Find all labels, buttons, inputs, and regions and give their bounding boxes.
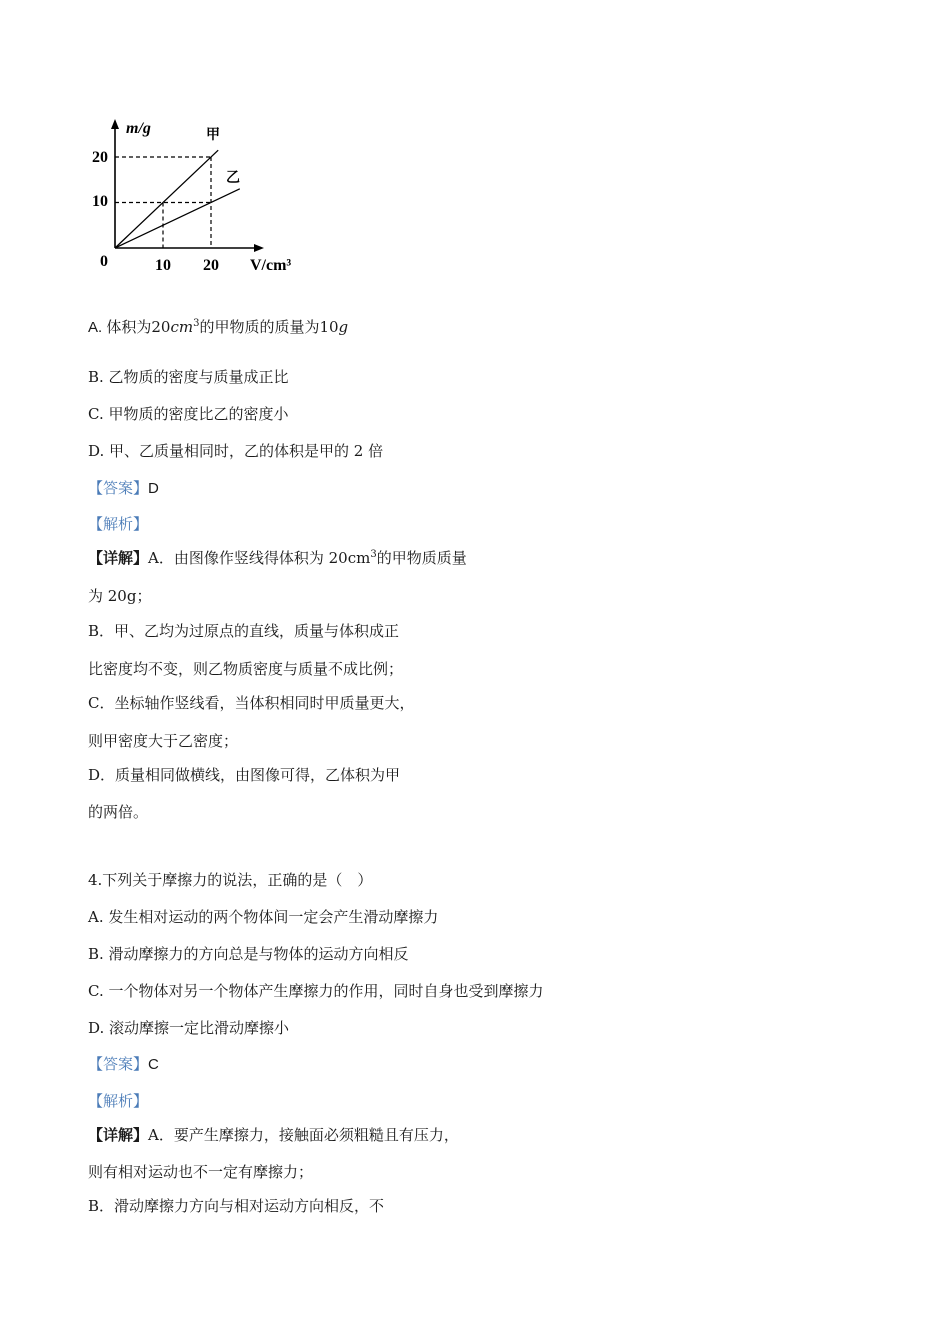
q4-stem: 4.下列关于摩擦力的说法，正确的是（ ） [88, 871, 373, 889]
y-axis-arrow [111, 119, 119, 129]
answer-tag: 【答案】 [88, 1055, 149, 1073]
q3-detail-7: D．质量相同做横线，由图像可得，乙体积为甲 [88, 766, 401, 784]
q3-detail-8: 的两倍。 [88, 803, 149, 821]
q3-answer: 【答案】D [88, 479, 159, 497]
series-line-jia [115, 150, 218, 248]
x-axis-arrow [254, 244, 264, 252]
series-lines [115, 150, 240, 248]
q4-detail-1: 【详解】A．要产生摩擦力，接触面必须粗糙且有压力， [88, 1126, 459, 1144]
q3-detail-2: 为 20g； [88, 587, 152, 605]
q3-detail-6: 则甲密度大于乙密度； [88, 732, 239, 750]
series-label-jia: 甲 [206, 127, 220, 143]
q3-analysis-tag: 【解析】 [88, 515, 149, 533]
q4-option-c: C. 一个物体对另一个物体产生摩擦力的作用，同时自身也受到摩擦力 [88, 982, 544, 1000]
y-tick-label: 10 [92, 193, 108, 210]
q4-detail-3: B．滑动摩擦力方向与相对运动方向相反，不 [88, 1197, 385, 1215]
series-line-yi [115, 189, 240, 248]
origin-label: 0 [100, 253, 108, 270]
answer-tag: 【答案】 [88, 479, 149, 497]
q4-detail-2: 则有相对运动也不一定有摩擦力； [88, 1163, 314, 1181]
y-tick-label: 20 [92, 149, 108, 166]
q3-detail-3: B．甲、乙均为过原点的直线，质量与体积成正 [88, 622, 400, 640]
x-tick-label: 10 [155, 257, 171, 274]
q3-option-c: C. 甲物质的密度比乙的密度小 [88, 405, 289, 423]
x-tick-label: 20 [203, 257, 219, 274]
y-axis-label: m/g [126, 120, 151, 137]
q4-option-a: A. 发生相对运动的两个物体间一定会产生滑动摩擦力 [88, 908, 439, 926]
q3-detail-1: 【详解】A．由图像作竖线得体积为 $20cm^3$的甲物质质量 [88, 549, 467, 567]
q3-detail-5: C．坐标轴作竖线看，当体积相同时甲质量更大， [88, 694, 415, 712]
q3-option-a: A. 体积为$20cm^3$的甲物质的质量为10g [88, 318, 349, 336]
q4-option-b: B. 滑动摩擦力的方向总是与物体的运动方向相反 [88, 945, 409, 963]
mass-volume-graph [86, 112, 318, 287]
q4-answer: 【答案】C [88, 1055, 159, 1073]
q3-option-b: B. 乙物质的密度与质量成正比 [88, 368, 289, 386]
q4-analysis-tag: 【解析】 [88, 1092, 149, 1110]
q3-detail-4: 比密度均不变，则乙物质密度与质量不成比例； [88, 660, 404, 678]
series-label-yi: 乙 [226, 170, 240, 186]
q4-option-d: D. 滚动摩擦一定比滑动摩擦小 [88, 1019, 290, 1037]
q3-option-d: D. 甲、乙质量相同时，乙的体积是甲的 2 倍 [88, 442, 384, 460]
x-axis-label: V/cm³ [250, 257, 292, 274]
